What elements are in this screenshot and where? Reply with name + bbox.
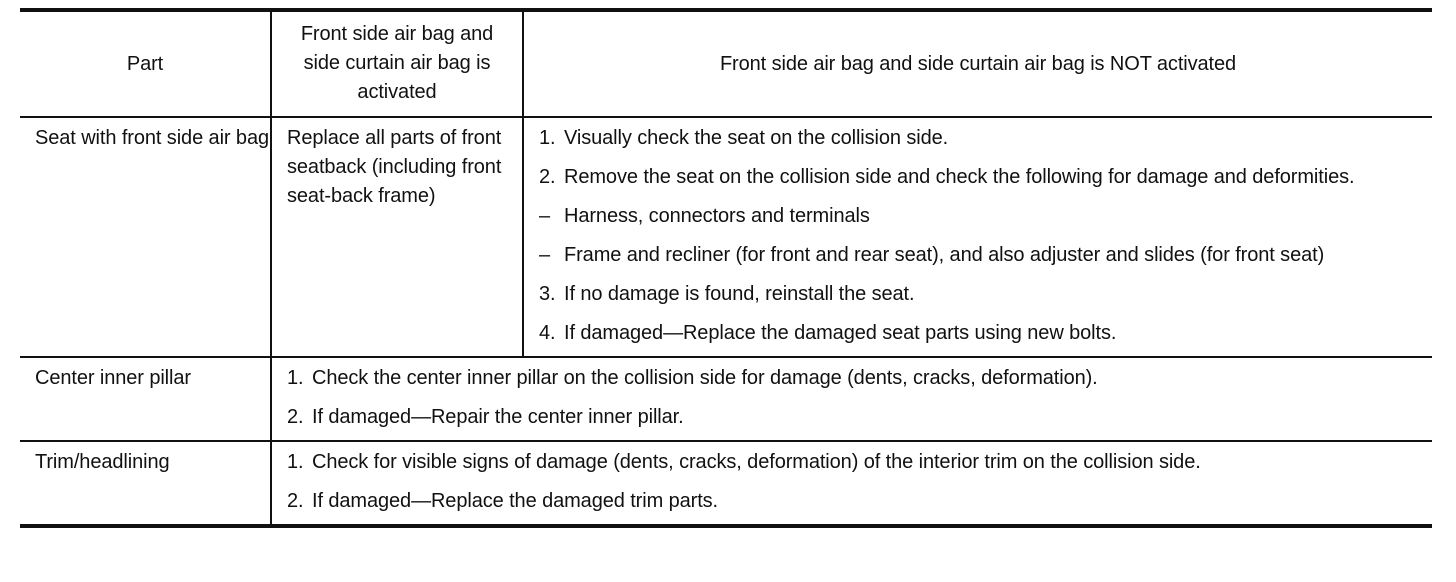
part-cell: Seat with front side air bag (35, 127, 269, 149)
document-page (20, 0, 1432, 582)
table-row-center-pillar (20, 357, 1432, 441)
table-header-row (20, 10, 1432, 117)
step-item (539, 202, 1422, 231)
step-item (287, 487, 1422, 516)
not-activated-cell (523, 117, 1432, 357)
step-marker: – (539, 205, 551, 227)
step-item (287, 448, 1422, 477)
step-marker: 4. (539, 322, 556, 344)
table-row-seat (20, 117, 1432, 357)
step-text: Visually check the seat on the collision side. (564, 127, 949, 149)
step-marker: 2. (287, 406, 304, 428)
activated-cell: Replace all parts of front seatback (including front seat-back frame) (271, 117, 523, 357)
step-item (539, 124, 1422, 153)
step-text: If damaged—Replace the damaged seat parts using new bolts. (564, 322, 1117, 344)
spanned-steps-cell (271, 357, 1432, 441)
step-item (287, 364, 1422, 393)
step-text: Check the center inner pillar on the collision side for damage (dents, cracks, deformation). (312, 367, 1098, 389)
step-item (539, 319, 1422, 348)
header-activated: Front side air bag and side curtain air bag is activated (271, 10, 523, 117)
step-text: Harness, connectors and terminals (564, 205, 870, 227)
header-part: Part (20, 10, 271, 117)
step-text: If no damage is found, reinstall the seat. (564, 283, 915, 305)
step-marker: 1. (287, 451, 304, 473)
step-text: If damaged—Replace the damaged trim parts. (312, 490, 719, 512)
spanned-steps-cell (271, 441, 1432, 526)
step-item (287, 403, 1422, 432)
step-item (539, 241, 1422, 270)
step-text: Frame and recliner (for front and rear seat), and also adjuster and slides (for front seat) (564, 244, 1325, 266)
step-marker: 3. (539, 283, 556, 305)
step-text: If damaged—Repair the center inner pillar. (312, 406, 684, 428)
part-cell: Trim/headlining (20, 441, 271, 526)
step-marker: 2. (539, 166, 556, 188)
step-marker: 1. (539, 127, 556, 149)
step-item (539, 163, 1422, 192)
table-row-trim (20, 441, 1432, 526)
step-text: Check for visible signs of damage (dents, cracks, deformation) of the interior trim on the collision side. (312, 451, 1201, 473)
header-not-activated: Front side air bag and side curtain air bag is NOT activated (523, 10, 1432, 117)
step-marker: 1. (287, 367, 304, 389)
part-cell: Center inner pillar (20, 357, 271, 441)
inspection-table (20, 8, 1432, 528)
step-marker: – (539, 244, 551, 266)
step-marker: 2. (287, 490, 304, 512)
step-text: Remove the seat on the collision side and check the following for damage and deformities. (564, 166, 1355, 188)
step-item (539, 280, 1422, 309)
